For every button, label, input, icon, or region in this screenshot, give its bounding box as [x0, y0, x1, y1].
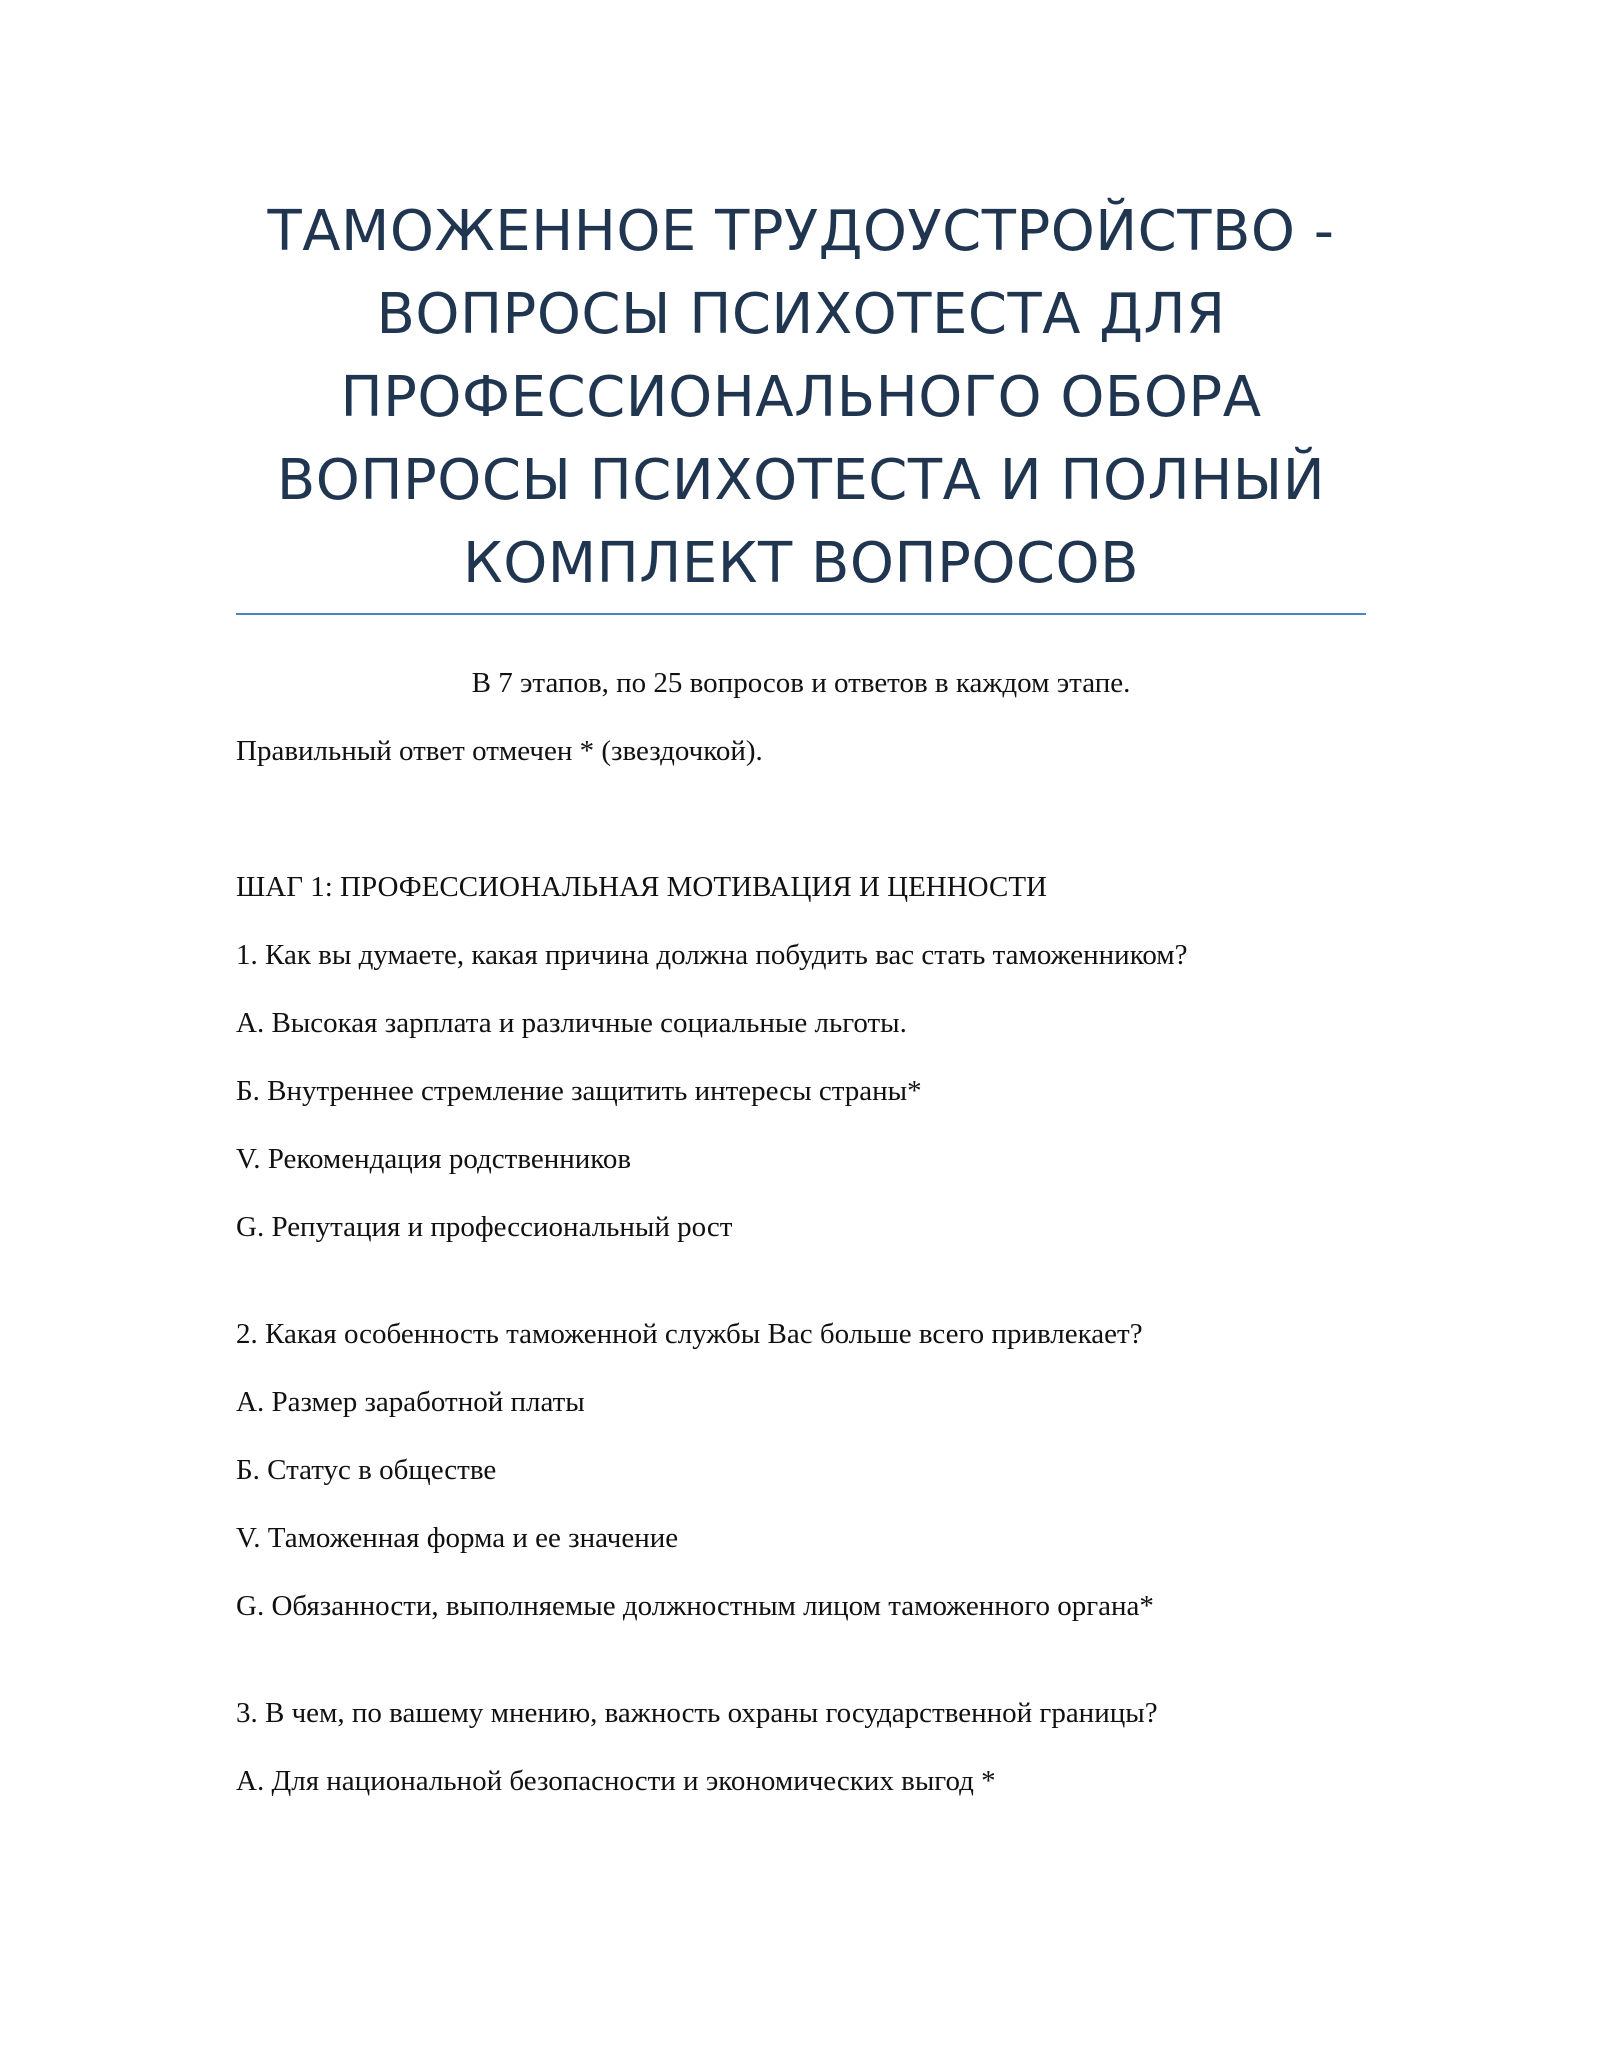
question-text: 3. В чем, по вашему мнению, важность охраны государственной границы? — [236, 1697, 1158, 1729]
document-subtitle: В 7 этапов, по 25 вопросов и ответов в каждом этапе. — [471, 667, 1131, 699]
step-heading: ШАГ 1: ПРОФЕССИОНАЛЬНАЯ МОТИВАЦИЯ И ЦЕННОСТИ — [236, 871, 1047, 903]
title-divider — [236, 613, 1366, 615]
answer-option: А. Высокая зарплата и различные социальные льготы. — [236, 1007, 907, 1039]
question-text: 2. Какая особенность таможенной службы Вас больше всего привлекает? — [236, 1318, 1143, 1350]
answer-option: Б. Внутреннее стремление защитить интересы страны* — [236, 1075, 922, 1107]
answer-option: G. Репутация и профессиональный рост — [236, 1211, 733, 1243]
question-block-3 — [236, 1693, 1366, 1801]
answer-key-note: Правильный ответ отмечен * (звездочкой). — [236, 735, 763, 767]
question-block-2 — [236, 1314, 1366, 1626]
document-content — [236, 190, 1366, 1801]
document-title: ТАМОЖЕННОЕ ТРУДОУСТРОЙСТВО - ВОПРОСЫ ПСИХОТЕСТА ДЛЯ ПРОФЕССИОНАЛЬНОГО ОБОРА ВОПРОСЫ ПСИХОТЕСТА И ПОЛНЫЙ КОМПЛЕКТ ВОПРОСОВ — [267, 199, 1335, 596]
question-text: 1. Как вы думаете, какая причина должна побудить вас стать таможенником? — [236, 939, 1188, 971]
answer-option: А. Размер заработной платы — [236, 1386, 585, 1418]
answer-option: Б. Статус в обществе — [236, 1454, 497, 1486]
answer-option: А. Для национальной безопасности и экономических выгод * — [236, 1765, 996, 1797]
answer-option: V. Рекомендация родственников — [236, 1143, 632, 1175]
question-block-1 — [236, 935, 1366, 1247]
answer-option: V. Таможенная форма и ее значение — [236, 1522, 679, 1554]
answer-option: G. Обязанности, выполняемые должностным лицом таможенного органа* — [236, 1590, 1154, 1622]
